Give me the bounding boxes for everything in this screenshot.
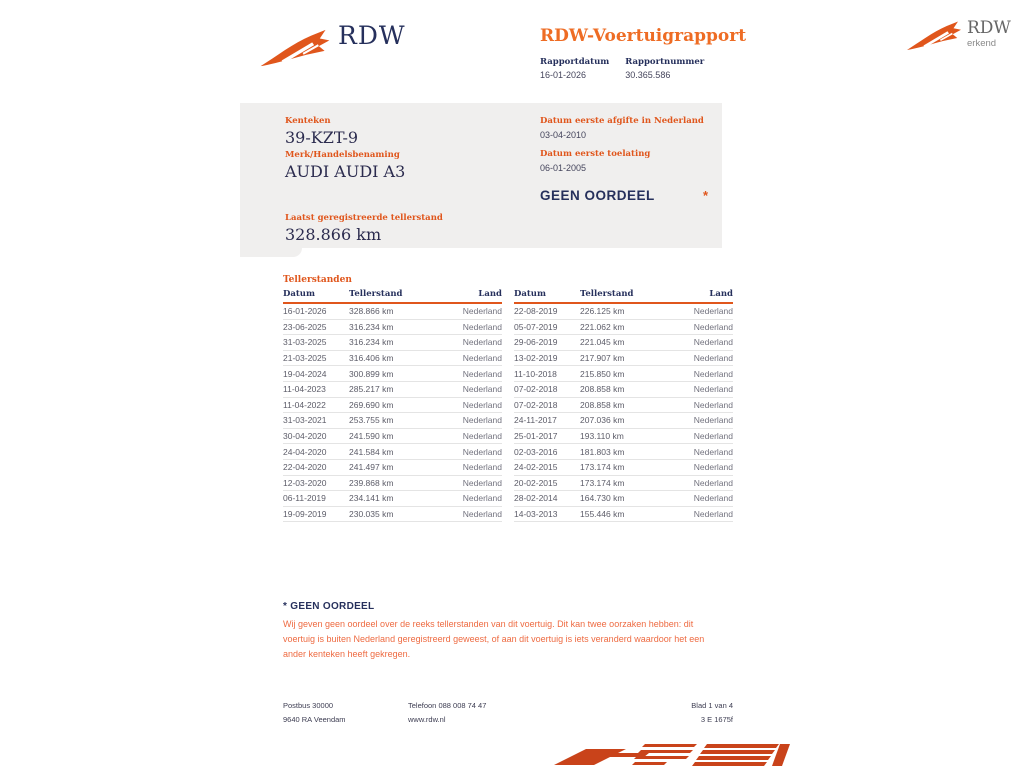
cell-datum: 31-03-2025	[283, 337, 327, 348]
vehicle-summary-box	[240, 103, 722, 248]
table-row	[283, 382, 502, 398]
col-header-land: Land	[709, 289, 733, 299]
cell-datum: 25-01-2017	[514, 431, 558, 442]
cell-datum: 19-09-2019	[283, 509, 327, 520]
table-row	[283, 491, 502, 507]
cell-tellerstand: 226.125 km	[580, 306, 625, 317]
merk-value: AUDI AUDI A3	[285, 162, 406, 181]
cell-datum: 16-01-2026	[283, 306, 327, 317]
cell-datum: 24-11-2017	[514, 415, 557, 426]
footer-phone: Telefoon 088 008 74 47	[408, 701, 487, 710]
footer-contact	[408, 699, 486, 727]
cell-tellerstand: 316.406 km	[349, 353, 394, 364]
table-row	[514, 382, 733, 398]
cell-tellerstand: 253.755 km	[349, 415, 394, 426]
cell-land: Nederland	[693, 509, 733, 520]
cell-land: Nederland	[462, 399, 502, 410]
cell-land: Nederland	[462, 446, 502, 457]
cell-datum: 11-04-2022	[283, 399, 326, 410]
cell-land: Nederland	[462, 306, 502, 317]
cell-land: Nederland	[462, 493, 502, 504]
tellerstanden-heading: Tellerstanden	[283, 275, 352, 285]
cell-tellerstand: 221.062 km	[580, 321, 625, 332]
cell-datum: 21-03-2025	[283, 353, 327, 364]
cell-datum: 11-10-2018	[514, 368, 557, 379]
cell-tellerstand: 221.045 km	[580, 337, 625, 348]
cell-datum: 19-04-2024	[283, 368, 327, 379]
table-row	[283, 507, 502, 523]
cell-tellerstand: 173.174 km	[580, 462, 625, 473]
rapportdatum-label: Rapportdatum	[540, 57, 610, 67]
cell-tellerstand: 164.730 km	[580, 493, 625, 504]
cell-datum: 28-02-2014	[514, 493, 558, 504]
cell-land: Nederland	[693, 446, 733, 457]
table-row	[283, 335, 502, 351]
erkend-logo-subtext: erkend	[967, 38, 997, 49]
cell-land: Nederland	[693, 399, 733, 410]
footer-form-code: 3 E 1675f	[700, 715, 733, 724]
cell-tellerstand: 193.110 km	[580, 431, 624, 442]
rapportdatum-value: 16-01-2026	[540, 70, 587, 80]
tellerstand-value: 328.866 km	[285, 225, 382, 244]
footnote-body: Wij geven geen oordeel over de reeks tellerstanden van dit voertuig. Dit kan twee oorzaken hebben: dit voertuig is buiten Nederland geregistreerd geweest, of aan dit voertuig is iets veranderd waardoor het een ander kenteken heeft gekregen.	[283, 619, 705, 659]
cell-tellerstand: 208.858 km	[580, 384, 625, 395]
rdw-erkend-logo-icon	[905, 20, 963, 53]
cell-tellerstand: 269.690 km	[349, 399, 394, 410]
cell-land: Nederland	[462, 337, 502, 348]
table-row	[283, 429, 502, 445]
table-row	[514, 507, 733, 523]
cell-land: Nederland	[462, 353, 502, 364]
table-row	[514, 491, 733, 507]
table-row	[514, 444, 733, 460]
footer-page-number: Blad 1 van 4	[691, 701, 733, 710]
cell-tellerstand: 241.590 km	[349, 431, 394, 442]
cell-datum: 23-06-2025	[283, 321, 327, 332]
afgifte-label: Datum eerste afgifte in Nederland	[540, 116, 704, 126]
cell-tellerstand: 155.446 km	[580, 509, 625, 520]
table-row	[283, 351, 502, 367]
cell-land: Nederland	[462, 462, 502, 473]
tellerstand-field	[285, 213, 443, 244]
verdict-asterisk: *	[702, 188, 708, 203]
tellerstanden-tables	[283, 289, 733, 522]
cell-land: Nederland	[693, 415, 733, 426]
cell-land: Nederland	[462, 415, 502, 426]
cell-land: Nederland	[462, 368, 502, 379]
cell-datum: 02-03-2016	[514, 446, 558, 457]
cell-datum: 24-04-2020	[283, 446, 327, 457]
col-header-land: Land	[478, 289, 502, 299]
cell-tellerstand: 207.036 km	[580, 415, 625, 426]
cell-land: Nederland	[693, 431, 733, 442]
rdw-logo-wordmark: RDW	[338, 21, 406, 50]
cell-datum: 12-03-2020	[283, 477, 327, 488]
cell-tellerstand: 181.803 km	[580, 446, 625, 457]
rapportnummer-field	[625, 57, 704, 80]
table-row	[514, 476, 733, 492]
tellerstanden-table-right	[514, 289, 733, 522]
cell-tellerstand: 241.497 km	[349, 462, 394, 473]
footnote-heading: * GEEN OORDEEL	[283, 601, 375, 612]
cell-land: Nederland	[693, 353, 733, 364]
table-row	[283, 320, 502, 336]
cell-tellerstand: 239.868 km	[349, 477, 394, 488]
cell-tellerstand: 300.899 km	[349, 368, 394, 379]
table-row	[514, 304, 733, 320]
table-row	[283, 476, 502, 492]
cell-land: Nederland	[462, 477, 502, 488]
cell-tellerstand: 217.907 km	[580, 353, 625, 364]
table-body-right	[514, 304, 733, 522]
col-header-tellerstand: Tellerstand	[580, 289, 634, 299]
table-row	[283, 460, 502, 476]
erkend-logo-wordmark: RDW	[967, 18, 1011, 38]
table-row	[283, 366, 502, 382]
rdw-erkend-logo-text	[967, 20, 1011, 49]
report-meta	[540, 57, 704, 80]
cell-datum: 05-07-2019	[514, 321, 558, 332]
table-row	[514, 320, 733, 336]
footer-address	[283, 699, 346, 727]
cell-land: Nederland	[693, 462, 733, 473]
footer-website-link[interactable]: www.rdw.nl	[408, 715, 446, 724]
cell-datum: 22-08-2019	[514, 306, 558, 317]
cell-land: Nederland	[693, 337, 733, 348]
cell-datum: 07-02-2018	[514, 399, 558, 410]
cell-land: Nederland	[693, 384, 733, 395]
footer-pageinfo	[691, 699, 733, 727]
cell-land: Nederland	[693, 368, 733, 379]
tellerstanden-table-left	[283, 289, 502, 522]
tellerstand-label: Laatst geregistreerde tellerstand	[285, 213, 443, 223]
merk-label: Merk/Handelsbenaming	[285, 150, 400, 160]
kenteken-label: Kenteken	[285, 116, 331, 126]
cell-land: Nederland	[693, 477, 733, 488]
cell-datum: 13-02-2019	[514, 353, 558, 364]
kenteken-value: 39-KZT-9	[285, 128, 359, 147]
rapportnummer-label: Rapportnummer	[625, 57, 705, 67]
toelating-field	[540, 149, 650, 173]
table-row	[283, 413, 502, 429]
table-row	[283, 304, 502, 320]
cell-tellerstand: 173.174 km	[580, 477, 625, 488]
cell-datum: 22-04-2020	[283, 462, 327, 473]
afgifte-field	[540, 116, 704, 140]
cell-datum: 29-06-2019	[514, 337, 558, 348]
cell-datum: 31-03-2021	[283, 415, 327, 426]
cell-tellerstand: 285.217 km	[349, 384, 394, 395]
cell-tellerstand: 230.035 km	[349, 509, 394, 520]
cell-datum: 30-04-2020	[283, 431, 327, 442]
verdict-text: GEEN OORDEEL	[540, 188, 655, 203]
cell-tellerstand: 215.850 km	[580, 368, 625, 379]
table-row	[283, 444, 502, 460]
col-header-datum: Datum	[514, 289, 546, 299]
kenteken-field	[285, 116, 358, 147]
cell-land: Nederland	[693, 493, 733, 504]
cell-tellerstand: 241.584 km	[349, 446, 394, 457]
summary-box-tab	[240, 248, 302, 257]
table-row	[283, 398, 502, 414]
col-header-datum: Datum	[283, 289, 315, 299]
footer-address-line2: 9640 RA Veendam	[283, 715, 346, 724]
cell-datum: 14-03-2013	[514, 509, 558, 520]
cell-land: Nederland	[462, 384, 502, 395]
rdw-logo-icon	[258, 28, 332, 70]
table-row	[514, 429, 733, 445]
rapportnummer-value: 30.365.586	[625, 70, 671, 80]
cell-land: Nederland	[462, 431, 502, 442]
toelating-value: 06-01-2005	[540, 163, 587, 173]
cell-tellerstand: 316.234 km	[349, 321, 394, 332]
cell-tellerstand: 208.858 km	[580, 399, 625, 410]
cell-datum: 07-02-2018	[514, 384, 558, 395]
cell-datum: 24-02-2015	[514, 462, 558, 473]
table-row	[514, 413, 733, 429]
merk-field	[285, 150, 405, 181]
col-header-tellerstand: Tellerstand	[349, 289, 403, 299]
table-row	[514, 335, 733, 351]
cell-tellerstand: 328.866 km	[349, 306, 394, 317]
cell-datum: 20-02-2015	[514, 477, 558, 488]
table-row	[514, 366, 733, 382]
cell-land: Nederland	[462, 509, 502, 520]
table-body-left	[283, 304, 502, 522]
cell-land: Nederland	[693, 306, 733, 317]
afgifte-value: 03-04-2010	[540, 130, 587, 140]
footer-address-line1: Postbus 30000	[283, 701, 334, 710]
cell-land: Nederland	[462, 321, 502, 332]
rapportdatum-field	[540, 57, 609, 80]
document-title: RDW-Voertuigrapport	[540, 26, 747, 46]
toelating-label: Datum eerste toelating	[540, 149, 651, 159]
table-row	[514, 398, 733, 414]
cell-datum: 11-04-2023	[283, 384, 326, 395]
table-row	[514, 460, 733, 476]
table-header	[283, 289, 502, 304]
table-row	[514, 351, 733, 367]
decorative-vehicles-graphic	[546, 740, 794, 768]
cell-tellerstand: 234.141 km	[349, 493, 394, 504]
cell-land: Nederland	[693, 321, 733, 332]
table-header	[514, 289, 733, 304]
cell-tellerstand: 316.234 km	[349, 337, 394, 348]
cell-datum: 06-11-2019	[283, 493, 326, 504]
